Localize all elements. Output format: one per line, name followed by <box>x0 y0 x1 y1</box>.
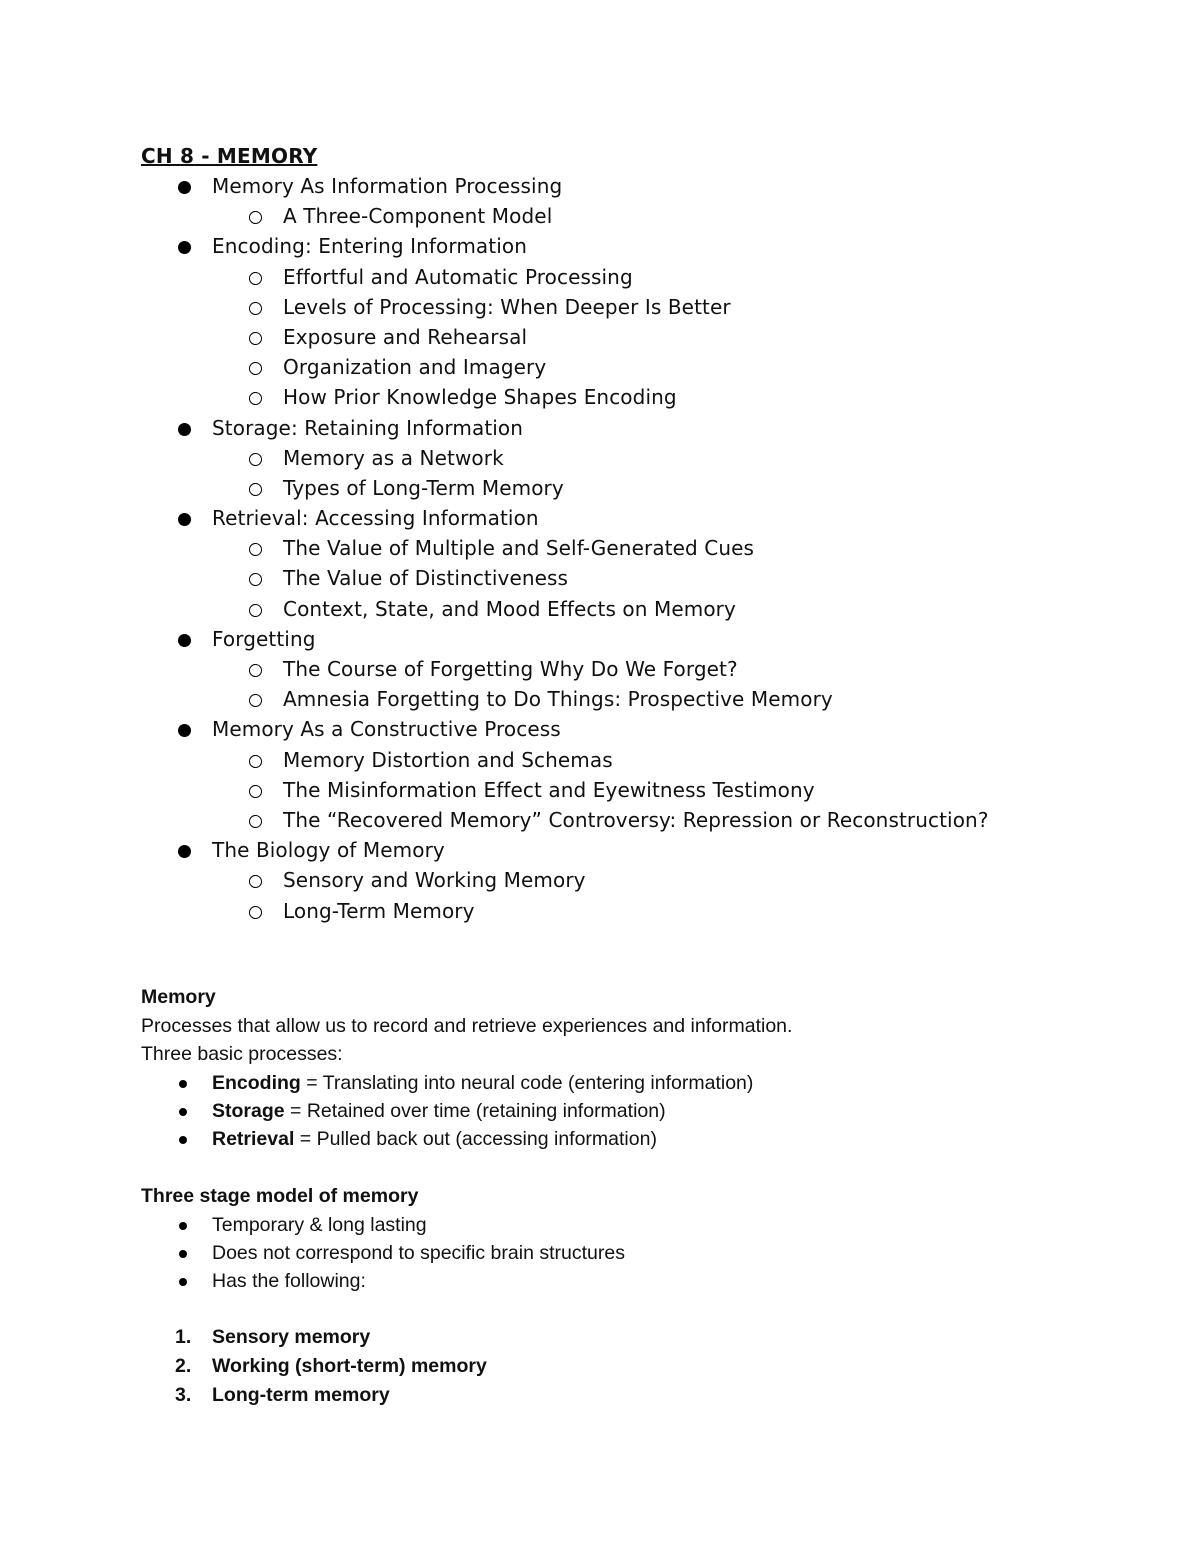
outline-subitem-label: Memory as a Network <box>283 445 504 470</box>
outline-subitem-label: The “Recovered Memory” Controversy: Repression or Reconstruction? <box>283 807 989 832</box>
outline-subitem-label: Amnesia Forgetting to Do Things: Prospective Memory <box>283 687 833 712</box>
bullet-icon <box>179 1250 187 1258</box>
outline-subitem <box>141 533 1141 563</box>
hollow-bullet-icon <box>249 604 262 617</box>
outline-section-label: Storage: Retaining Information <box>212 415 524 440</box>
outline-section <box>141 503 1141 533</box>
outline-section <box>141 624 1141 654</box>
hollow-bullet-icon <box>249 272 262 285</box>
outline-subitem <box>141 352 1141 382</box>
filled-bullet-icon <box>178 423 191 436</box>
outline-subitem <box>141 865 1141 895</box>
memory-heading: Memory <box>141 986 216 1008</box>
process-description: = Retained over time (retaining information) <box>284 1099 666 1122</box>
bullet-icon <box>179 1136 187 1144</box>
outline-section <box>141 171 1141 201</box>
filled-bullet-icon <box>178 181 191 194</box>
list-item-text: Does not correspond to specific brain structures <box>212 1241 625 1264</box>
numbered-item <box>141 1381 1141 1410</box>
process-term: Encoding <box>212 1071 301 1094</box>
outline-section-label: Retrieval: Accessing Information <box>212 506 539 531</box>
bullet-icon <box>179 1108 187 1116</box>
hollow-bullet-icon <box>249 875 262 888</box>
outline-subitem-label: Organization and Imagery <box>283 355 547 380</box>
chapter-title: CH 8 - MEMORY <box>141 144 318 168</box>
hollow-bullet-icon <box>249 815 262 828</box>
outline-section <box>141 714 1141 744</box>
item-number: 1. <box>175 1326 192 1349</box>
hollow-bullet-icon <box>249 362 262 375</box>
hollow-bullet-icon <box>249 543 262 556</box>
outline-section <box>141 231 1141 261</box>
spacer <box>141 1295 1141 1323</box>
outline-subitem <box>141 896 1141 926</box>
hollow-bullet-icon <box>249 332 262 345</box>
outline-subitem <box>141 775 1141 805</box>
outline-subitem-label: How Prior Knowledge Shapes Encoding <box>283 385 677 410</box>
list-item <box>141 1239 1141 1267</box>
outline-subitem <box>141 292 1141 322</box>
list-item-text: Temporary & long lasting <box>212 1213 427 1236</box>
hollow-bullet-icon <box>249 694 262 707</box>
process-description: = Pulled back out (accessing information) <box>294 1128 657 1151</box>
outline-subitem <box>141 322 1141 352</box>
outline-subitem <box>141 382 1141 412</box>
list-item <box>141 1097 1141 1125</box>
outline-section-label: The Biology of Memory <box>212 838 445 863</box>
outline-subitem-label: The Value of Multiple and Self-Generated Cues <box>283 536 755 561</box>
hollow-bullet-icon <box>249 664 262 677</box>
filled-bullet-icon <box>178 724 191 737</box>
outline-section-label: Encoding: Entering Information <box>212 234 528 259</box>
outline-subitem <box>141 594 1141 624</box>
filled-bullet-icon <box>178 241 191 254</box>
outline-subitem-label: Memory Distortion and Schemas <box>283 747 613 772</box>
hollow-bullet-icon <box>249 392 262 405</box>
process-term: Storage <box>212 1099 285 1122</box>
outline-subitem-label: Long-Term Memory <box>283 898 475 923</box>
outline-subitem-label: The Misinformation Effect and Eyewitness Testimony <box>283 777 815 802</box>
outline-section <box>141 413 1141 443</box>
outline-subitem-label: Context, State, and Mood Effects on Memory <box>283 596 736 621</box>
outline-subitem-label: The Value of Distinctiveness <box>283 566 569 591</box>
hollow-bullet-icon <box>249 785 262 798</box>
hollow-bullet-icon <box>249 755 262 768</box>
outline-subitem <box>141 443 1141 473</box>
list-item <box>141 1125 1141 1153</box>
outline-section-label: Memory As a Constructive Process <box>212 717 561 742</box>
numbered-item-label: Sensory memory <box>212 1326 371 1349</box>
list-item <box>141 1267 1141 1295</box>
filled-bullet-icon <box>178 845 191 858</box>
outline-subitem <box>141 473 1141 503</box>
outline-section-label: Memory As Information Processing <box>212 174 563 198</box>
outline-section-label: Forgetting <box>212 626 316 651</box>
outline-subitem <box>141 745 1141 775</box>
bullet-icon <box>179 1278 187 1286</box>
numbered-item <box>141 1352 1141 1381</box>
hollow-bullet-icon <box>249 211 262 224</box>
outline-subitem <box>141 201 1141 231</box>
numbered-item-label: Long-term memory <box>212 1383 390 1406</box>
item-number: 2. <box>175 1354 192 1377</box>
memory-notes <box>141 983 1141 1153</box>
outline-subitem-label: Effortful and Automatic Processing <box>283 264 633 289</box>
outline-subitem-label: Levels of Processing: When Deeper Is Better <box>283 294 731 319</box>
numbered-item <box>141 1323 1141 1352</box>
process-term: Retrieval <box>212 1128 295 1151</box>
outline-subitem-label: Sensory and Working Memory <box>283 868 586 893</box>
bullet-icon <box>179 1222 187 1230</box>
filled-bullet-icon <box>178 634 191 647</box>
outline-subitem <box>141 654 1141 684</box>
outline-subitem <box>141 262 1141 292</box>
list-item-text: Has the following: <box>212 1270 366 1293</box>
outline-section <box>141 835 1141 865</box>
list-item <box>141 1211 1141 1239</box>
outline-subitem-label: The Course of Forgetting Why Do We Forget? <box>283 657 738 681</box>
three-stage-notes <box>141 1182 1141 1409</box>
bullet-icon <box>179 1080 187 1088</box>
hollow-bullet-icon <box>249 483 262 496</box>
numbered-item-label: Working (short-term) memory <box>212 1354 487 1377</box>
outline-subitem-label: Exposure and Rehearsal <box>283 324 528 349</box>
memory-definition: Processes that allow us to record and retrieve experiences and information. <box>141 1014 793 1037</box>
process-description: = Translating into neural code (entering information) <box>300 1071 754 1094</box>
hollow-bullet-icon <box>249 302 262 315</box>
hollow-bullet-icon <box>249 573 262 586</box>
chapter-outline <box>141 141 1141 926</box>
processes-intro: Three basic processes: <box>141 1043 343 1065</box>
outline-subitem <box>141 684 1141 714</box>
three-stage-heading: Three stage model of memory <box>141 1185 419 1207</box>
outline-subitem <box>141 805 1141 835</box>
item-number: 3. <box>175 1383 192 1406</box>
outline-subitem-label: Types of Long-Term Memory <box>283 475 564 500</box>
hollow-bullet-icon <box>249 453 262 466</box>
filled-bullet-icon <box>178 513 191 526</box>
outline-subitem-label: A Three-Component Model <box>283 204 553 229</box>
list-item <box>141 1069 1141 1097</box>
outline-subitem <box>141 563 1141 593</box>
hollow-bullet-icon <box>249 906 262 919</box>
